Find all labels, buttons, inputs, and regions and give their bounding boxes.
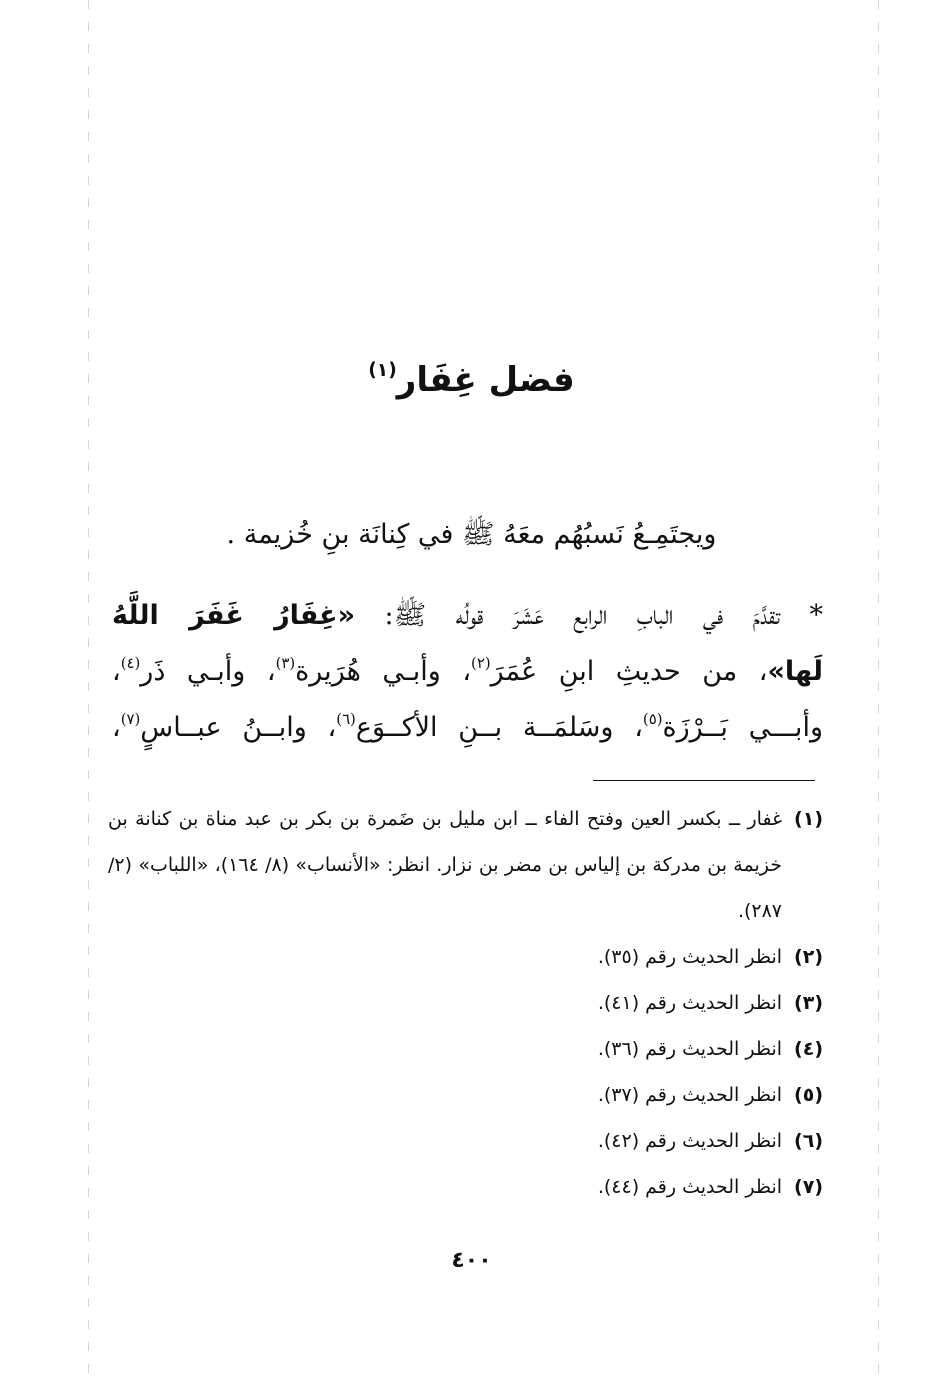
body-line-3c: ، وابــنُ عبــاسٍ xyxy=(140,712,337,743)
body-line-2a: ، من حديثِ ابنِ عُمَرَ xyxy=(490,656,768,687)
hadith-quote-start: «غِفَارُ غَفَرَ اللَّهُ xyxy=(112,600,356,631)
body-line-1 xyxy=(112,588,823,644)
footnote-ref-7: (٧) xyxy=(120,710,141,729)
footnote-3 xyxy=(108,980,823,1026)
footnote-2 xyxy=(108,934,823,980)
footnote-5 xyxy=(108,1072,823,1118)
footnote-4 xyxy=(108,1026,823,1072)
footnote-ref-1: (١) xyxy=(368,360,397,382)
body-line-3a: وأبـــي بَــرْزَة xyxy=(662,712,823,743)
footnote-text: انظر الحديث رقم (٣٦). xyxy=(597,1038,783,1060)
footnote-1 xyxy=(108,796,823,934)
footnote-ref-6: (٦) xyxy=(336,710,356,729)
footnote-ref-4: (٤) xyxy=(120,654,141,673)
scan-artifact-right xyxy=(878,0,879,1376)
chapter-title xyxy=(0,352,943,408)
body-line-3b: ، وسَلمَــة بــنِ الأكــوَع xyxy=(355,712,643,743)
footnote-text: غفار ــ بكسر العين وفتح الفاء ــ ابن مليل بن ضَمرة بن بكر بن عبد مناة بن كنانة بن خزيمة بن مدركة بن إلياس بن مضر بن نزار. انظر: «الأنساب» (٨/ ١٦٤)، «اللباب» (٢/ ٢٨٧). xyxy=(108,808,783,922)
footnote-text: انظر الحديث رقم (٤١). xyxy=(597,992,783,1014)
footnote-number: (١) xyxy=(794,808,823,830)
page-number: ٤٠٠ xyxy=(451,1248,492,1273)
footnote-number: (٦) xyxy=(794,1130,823,1152)
body-line-2 xyxy=(112,644,823,700)
intro-paragraph: ويجتَمِـعُ نَسبُهُم معَهُ ﷺ في كِنانَة بنِ خُزيمة . xyxy=(226,519,717,550)
chapter-title-text: فضل غِفَار xyxy=(396,360,575,400)
body-line-2d: ، xyxy=(112,656,121,687)
scan-artifact-left xyxy=(88,0,89,1376)
footnote-number: (٥) xyxy=(794,1084,823,1106)
footnote-number: (٢) xyxy=(794,946,823,968)
footnote-text: انظر الحديث رقم (٤٤). xyxy=(597,1176,783,1198)
footnote-number: (٤) xyxy=(794,1038,823,1060)
body-line-3 xyxy=(112,700,823,756)
hadith-quote-end: لَها» xyxy=(767,656,823,687)
footnotes xyxy=(108,796,823,1210)
footnote-text: انظر الحديث رقم (٣٧). xyxy=(597,1084,783,1106)
footnote-text: انظر الحديث رقم (٣٥). xyxy=(597,946,783,968)
body-line-2c: ، وأبـي ذَر xyxy=(140,656,276,687)
footnote-text: انظر الحديث رقم (٤٢). xyxy=(597,1130,783,1152)
footnote-ref-3: (٣) xyxy=(275,654,296,673)
footnote-number: (٧) xyxy=(794,1176,823,1198)
body-line-3d: ، xyxy=(112,712,121,743)
body-line-2b: ، وأبـي هُرَيرة xyxy=(295,656,472,687)
footnote-6 xyxy=(108,1118,823,1164)
footnote-number: (٣) xyxy=(794,992,823,1014)
body-paragraph xyxy=(112,588,823,756)
body-line-1-text: * تقدَّمَ في البابِ الرابع عَشَرَ قولُه ﷺ: xyxy=(355,600,823,631)
footnote-ref-5: (٥) xyxy=(642,710,663,729)
footnote-separator xyxy=(593,780,815,781)
footnote-ref-2: (٢) xyxy=(471,654,491,673)
footnote-7 xyxy=(108,1164,823,1210)
